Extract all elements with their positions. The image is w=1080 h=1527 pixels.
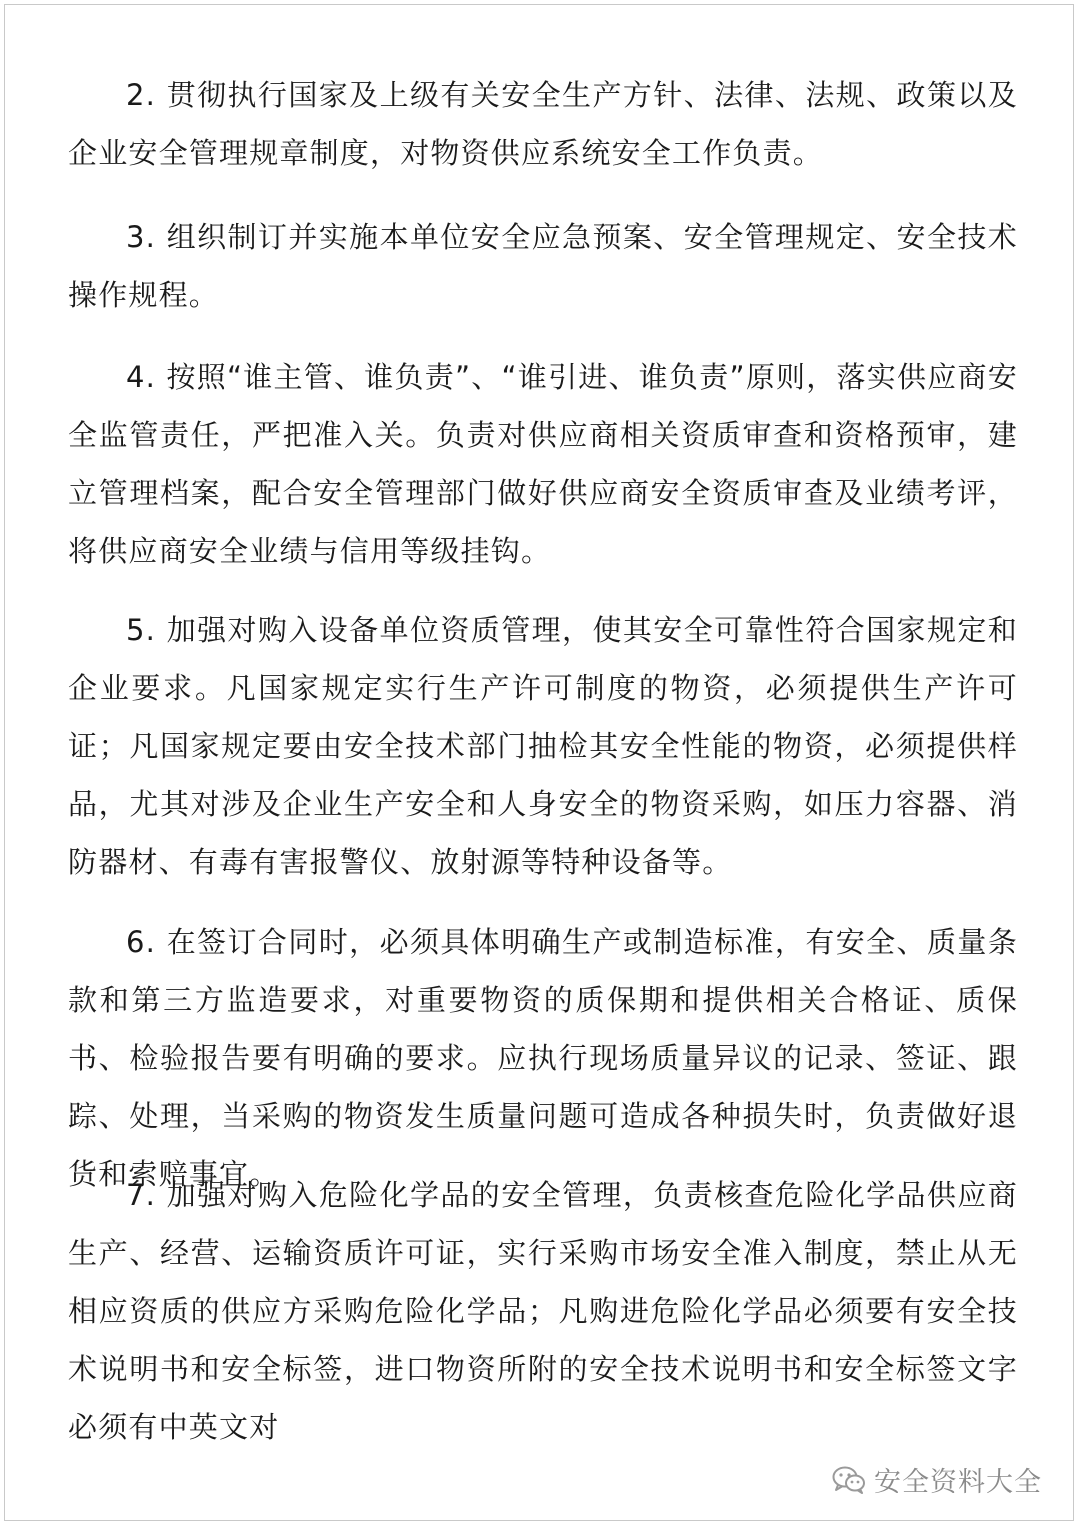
paragraph-6: 6. 在签订合同时，必须具体明确生产或制造标准，有安全、质量条款和第三方监造要求，对重要物资的质保期和提供相关合格证、质保书、检验报告要有明确的要求。应执行现场质量异议的记录、签证、跟踪、处理，当采购的物资发生质量问题可造成各种损失时，负责做好退货和索赔事宜。 — [68, 925, 1018, 1191]
watermark-text: 安全资料大全 — [874, 1467, 1042, 1498]
paragraph-2: 2. 贯彻执行国家及上级有关安全生产方针、法律、法规、政策以及企业安全管理规章制度，对物资供应系统安全工作负责。 — [68, 78, 1018, 170]
paragraph-7: 7. 加强对购入危险化学品的安全管理，负责核查危险化学品供应商生产、经营、运输资质许可证，实行采购市场安全准入制度，禁止从无相应资质的供应方采购危险化学品；凡购进危险化学品必须要有安全技术说明书和安全标签，进口物资所附的安全技术说明书和安全标签文字必须有中英文对 — [68, 1178, 1018, 1444]
paragraph-3: 3. 组织制订并实施本单位安全应急预案、安全管理规定、安全技术操作规程。 — [68, 220, 1018, 312]
wechat-icon — [832, 1466, 866, 1494]
paragraph-5: 5. 加强对购入设备单位资质管理，使其安全可靠性符合国家规定和企业要求。凡国家规定实行生产许可制度的物资，必须提供生产许可证；凡国家规定要由安全技术部门抽检其安全性能的物资，必须提供样品，尤其对涉及企业生产安全和人身安全的物资采购，如压力容器、消防器材、有毒有害报警仪、放射源等特种设备等。 — [68, 613, 1018, 879]
watermark — [832, 1460, 1042, 1499]
paragraph-4: 4. 按照“谁主管、谁负责”、“谁引进、谁负责”原则，落实供应商安全监管责任，严把准入关。负责对供应商相关资质审查和资格预审，建立管理档案，配合安全管理部门做好供应商安全资质审查及业绩考评，将供应商安全业绩与信用等级挂钩。 — [68, 360, 1018, 568]
